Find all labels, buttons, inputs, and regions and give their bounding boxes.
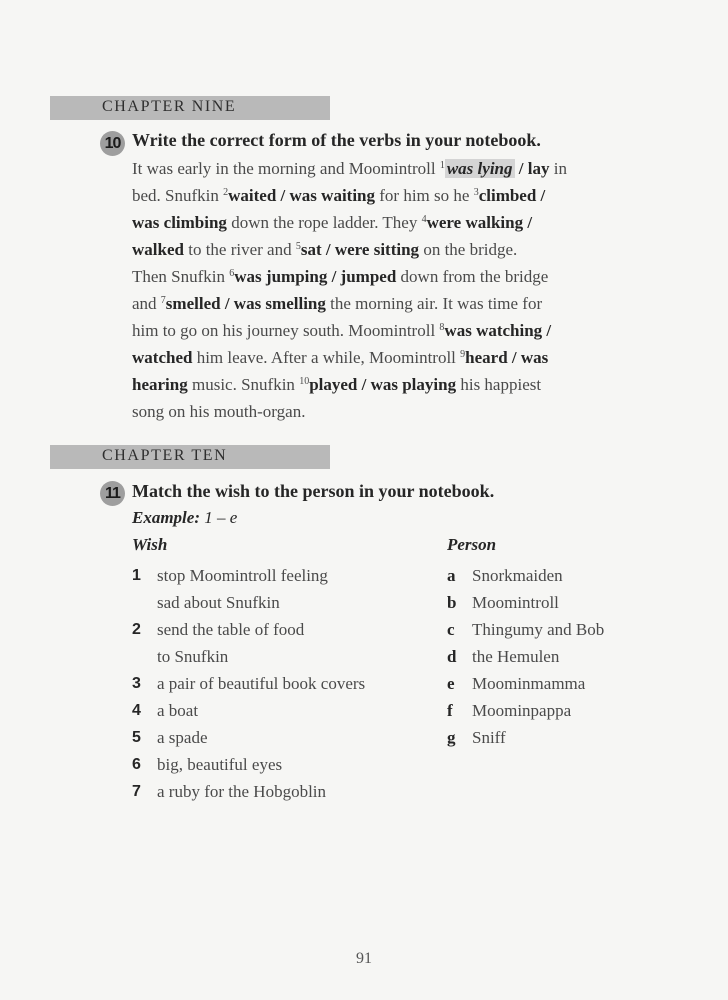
chapter-ten-heading-band <box>50 445 330 469</box>
highlighted-answer: was lying <box>446 159 513 178</box>
story-line: was climbing down the rope ladder. They $^4$were walking / <box>132 213 533 232</box>
example-line: Example: 1 – e <box>132 508 238 527</box>
story-line: bed. Snufkin $^2$waited / was waiting for him so he $^3$climbed / <box>132 186 546 205</box>
page-number: 91 <box>356 950 372 967</box>
chapter-nine-heading-band <box>50 96 330 120</box>
wish-column-heading: Wish <box>132 535 168 554</box>
story-line: It was early in the morning and Moomintroll $^1$ was lying / lay in <box>132 159 567 178</box>
story-line: Then Snufkin $^6$was jumping / jumped down from the bridge <box>132 267 549 286</box>
story-line: hearing music. Snufkin $^{10}$played / was playing his happiest <box>132 375 542 394</box>
story-line: walked to the river and $^5$sat / were sitting on the bridge. <box>132 240 518 259</box>
story-line: watched him leave. After a while, Moomintroll $^9$heard / was <box>132 348 549 367</box>
story-line: song on his mouth-organ. <box>132 402 306 421</box>
exercise-number-badge: 11 <box>100 481 125 506</box>
chapter-heading: CHAPTER TEN <box>102 447 228 464</box>
chapter-heading: CHAPTER NINE <box>102 98 237 115</box>
exercise-instruction: Write the correct form of the verbs in your notebook. <box>132 130 541 150</box>
person-column-heading: Person <box>447 535 497 554</box>
exercise-10-story <box>132 155 652 425</box>
exercise-instruction: Match the wish to the person in your notebook. <box>132 481 495 501</box>
exercise-number-badge: 10 <box>100 131 125 156</box>
story-line: and $^7$smelled / was smelling the morning air. It was time for <box>132 294 543 313</box>
story-line: him to go on his journey south. Moomintroll $^8$was watching / <box>132 321 552 340</box>
